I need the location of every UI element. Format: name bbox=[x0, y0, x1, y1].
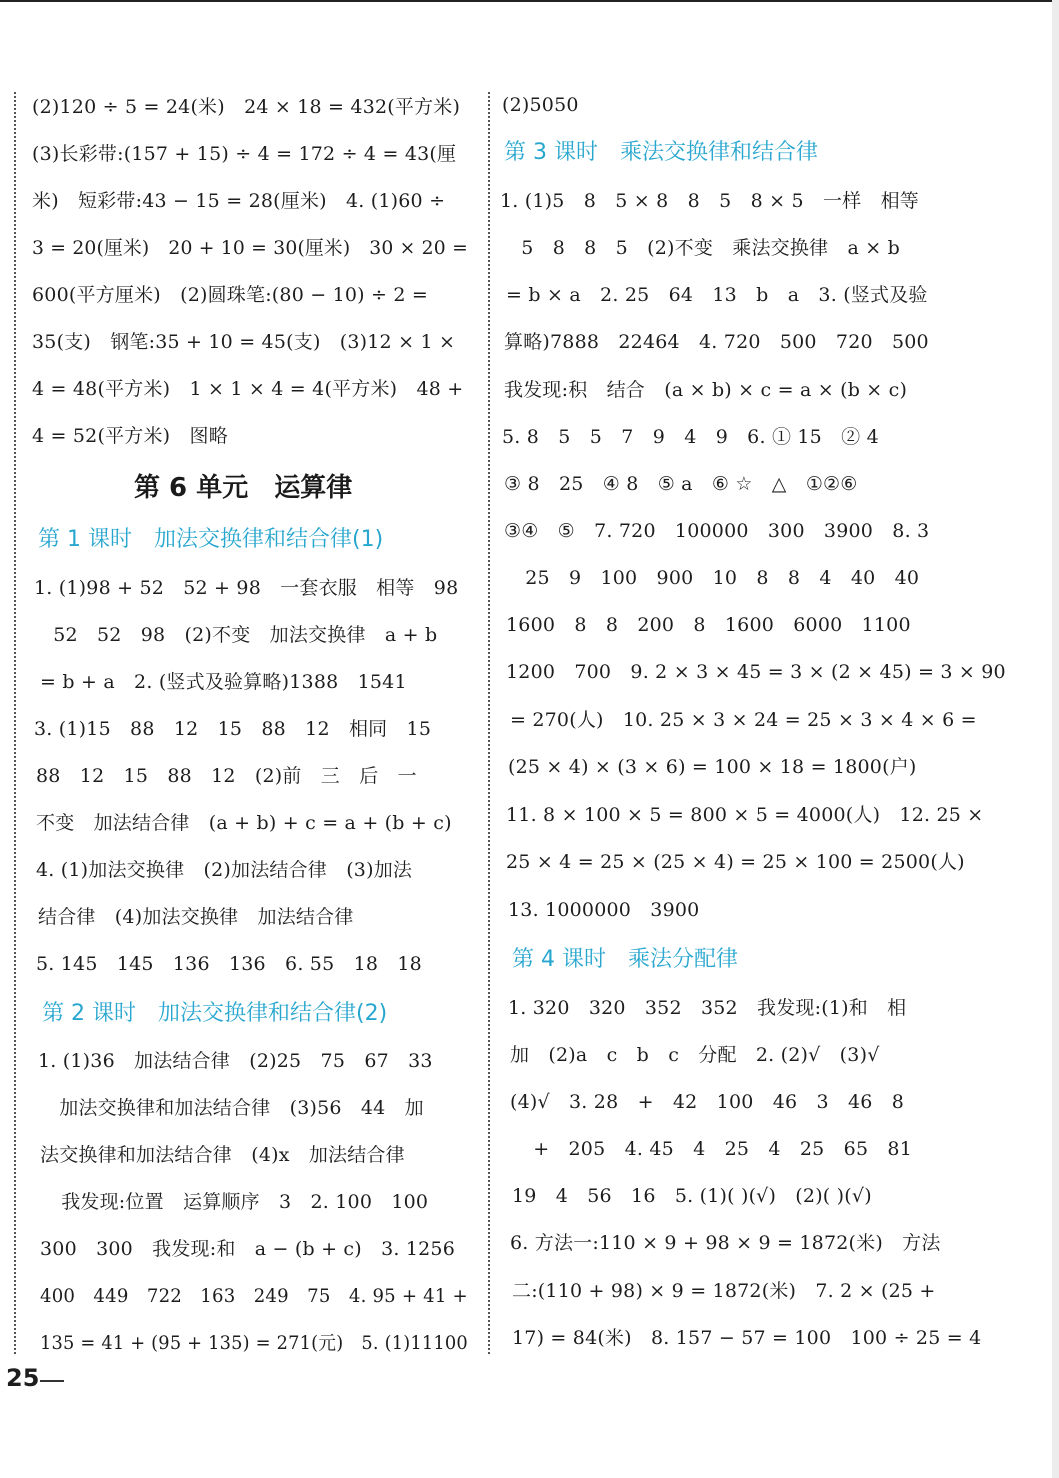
answer-line: 17) = 84(米) 8. 157 − 57 = 100 100 ÷ 25 = 4 bbox=[512, 1327, 982, 1349]
answer-line: 52 52 98 (2)不变 加法交换律 a + b bbox=[34, 624, 438, 646]
answer-line: 1. 320 320 352 352 我发现:(1)和 相 bbox=[508, 997, 907, 1019]
column-divider bbox=[488, 92, 490, 1354]
left-margin-rule bbox=[14, 92, 16, 1354]
answer-line: = 270(人) 10. 25 × 3 × 24 = 25 × 3 × 4 × 6 = bbox=[510, 709, 977, 731]
answer-line: (3)长彩带:(157 + 15) ÷ 4 = 172 ÷ 4 = 43(厘 bbox=[32, 143, 457, 165]
answer-line: 25 9 100 900 10 8 8 4 40 40 bbox=[506, 567, 920, 589]
answer-line: 我发现:位置 运算顺序 3 2. 100 100 bbox=[42, 1191, 429, 1213]
answer-line: 我发现:积 结合 (a × b) × c = a × (b × c) bbox=[504, 379, 908, 401]
answer-line: 5. 8 5 5 7 9 4 9 6. ① 15 ② 4 bbox=[502, 426, 879, 448]
answer-line: 1. (1)5 8 5 × 8 8 5 8 × 5 一样 相等 bbox=[500, 190, 919, 212]
answer-line: = b + a 2. (竖式及验算略)1388 1541 bbox=[40, 671, 407, 693]
top-rule bbox=[0, 0, 1059, 2]
answer-line: 11. 8 × 100 × 5 = 800 × 5 = 4000(人) 12. 25 × bbox=[506, 804, 984, 826]
answer-line: (25 × 4) × (3 × 6) = 100 × 18 = 1800(户) bbox=[508, 756, 917, 778]
answer-line: 算略)7888 22464 4. 720 500 720 500 bbox=[504, 331, 929, 353]
answer-line: (4)√ 3. 28 + 42 100 46 3 46 8 bbox=[510, 1091, 905, 1113]
answer-line: ③④ ⑤ 7. 720 100000 300 3900 8. 3 bbox=[504, 520, 930, 542]
answer-line: (2)120 ÷ 5 = 24(米) 24 × 18 = 432(平方米) bbox=[32, 96, 461, 118]
answer-line: 5 8 8 5 (2)不变 乘法交换律 a × b bbox=[502, 237, 900, 259]
answer-line: 结合律 (4)加法交换律 加法结合律 bbox=[38, 906, 354, 928]
answer-line: 1200 700 9. 2 × 3 × 45 = 3 × (2 × 45) = 3 × 90 bbox=[506, 661, 1006, 683]
answer-line: 19 4 56 16 5. (1)( )(√) (2)( )(√) bbox=[512, 1185, 872, 1207]
answer-line: ③ 8 25 ④ 8 ⑤ a ⑥ ☆ △ ①②⑥ bbox=[504, 473, 858, 495]
answer-line: 米) 短彩带:43 − 15 = 28(厘米) 4. (1)60 ÷ bbox=[32, 190, 446, 212]
answer-line: (2)5050 bbox=[502, 94, 579, 116]
answer-line: 25 × 4 = 25 × (25 × 4) = 25 × 100 = 2500(人) bbox=[506, 851, 965, 873]
answer-line: + 205 4. 45 4 25 4 25 65 81 bbox=[514, 1138, 913, 1160]
lesson-title: 第 2 课时 加法交换律和结合律(2) bbox=[42, 1001, 388, 1026]
answer-line: 13. 1000000 3900 bbox=[508, 899, 700, 921]
answer-line: 不变 加法结合律 (a + b) + c = a + (b + c) bbox=[36, 812, 452, 834]
answer-line: 加 (2)a c b c 分配 2. (2)√ (3)√ bbox=[510, 1044, 880, 1066]
scan-edge bbox=[1052, 0, 1059, 1478]
answer-line: 6. 方法一:110 × 9 + 98 × 9 = 1872(米) 方法 bbox=[510, 1232, 941, 1254]
answer-line: 1. (1)36 加法结合律 (2)25 75 67 33 bbox=[38, 1050, 433, 1072]
answer-line: 法交换律和加法结合律 (4)x 加法结合律 bbox=[40, 1144, 405, 1166]
lesson-title: 第 1 课时 加法交换律和结合律(1) bbox=[38, 527, 384, 552]
lesson-title: 第 3 课时 乘法交换律和结合律 bbox=[504, 140, 818, 165]
answer-line: 加法交换律和加法结合律 (3)56 44 加 bbox=[40, 1097, 424, 1119]
page-number: 25 bbox=[6, 1364, 40, 1392]
answer-line: 3. (1)15 88 12 15 88 12 相同 15 bbox=[34, 718, 432, 740]
answer-line: 1. (1)98 + 52 52 + 98 一套衣服 相等 98 bbox=[34, 577, 459, 599]
answer-line: = b × a 2. 25 64 13 b a 3. (竖式及验 bbox=[506, 284, 928, 306]
answer-line: 300 300 我发现:和 a − (b + c) 3. 1256 bbox=[40, 1238, 456, 1260]
answer-line: 4 = 48(平方米) 1 × 1 × 4 = 4(平方米) 48 + bbox=[32, 378, 464, 400]
answer-line: 35(支) 钢笔:35 + 10 = 45(支) (3)12 × 1 × bbox=[32, 331, 456, 353]
page-number-dash bbox=[40, 1380, 64, 1382]
answer-line: 1600 8 8 200 8 1600 6000 1100 bbox=[506, 614, 911, 636]
lesson-title: 第 4 课时 乘法分配律 bbox=[512, 947, 738, 972]
answer-line: 4 = 52(平方米) 图略 bbox=[32, 425, 228, 447]
answer-line: 二:(110 + 98) × 9 = 1872(米) 7. 2 × (25 + bbox=[512, 1280, 936, 1302]
answer-line: 135 = 41 + (95 + 135) = 271(元) 5. (1)11100 bbox=[40, 1332, 468, 1354]
answer-line: 5. 145 145 136 136 6. 55 18 18 bbox=[36, 953, 422, 975]
answer-line: 88 12 15 88 12 (2)前 三 后 一 bbox=[36, 765, 417, 787]
answer-line: 400 449 722 163 249 75 4. 95 + 41 + bbox=[40, 1285, 468, 1307]
unit-title: 第 6 单元 运算律 bbox=[134, 473, 353, 503]
answer-line: 4. (1)加法交换律 (2)加法结合律 (3)加法 bbox=[36, 859, 413, 881]
answer-line: 600(平方厘米) (2)圆珠笔:(80 − 10) ÷ 2 = bbox=[32, 284, 429, 306]
answer-line: 3 = 20(厘米) 20 + 10 = 30(厘米) 30 × 20 = bbox=[32, 237, 468, 259]
